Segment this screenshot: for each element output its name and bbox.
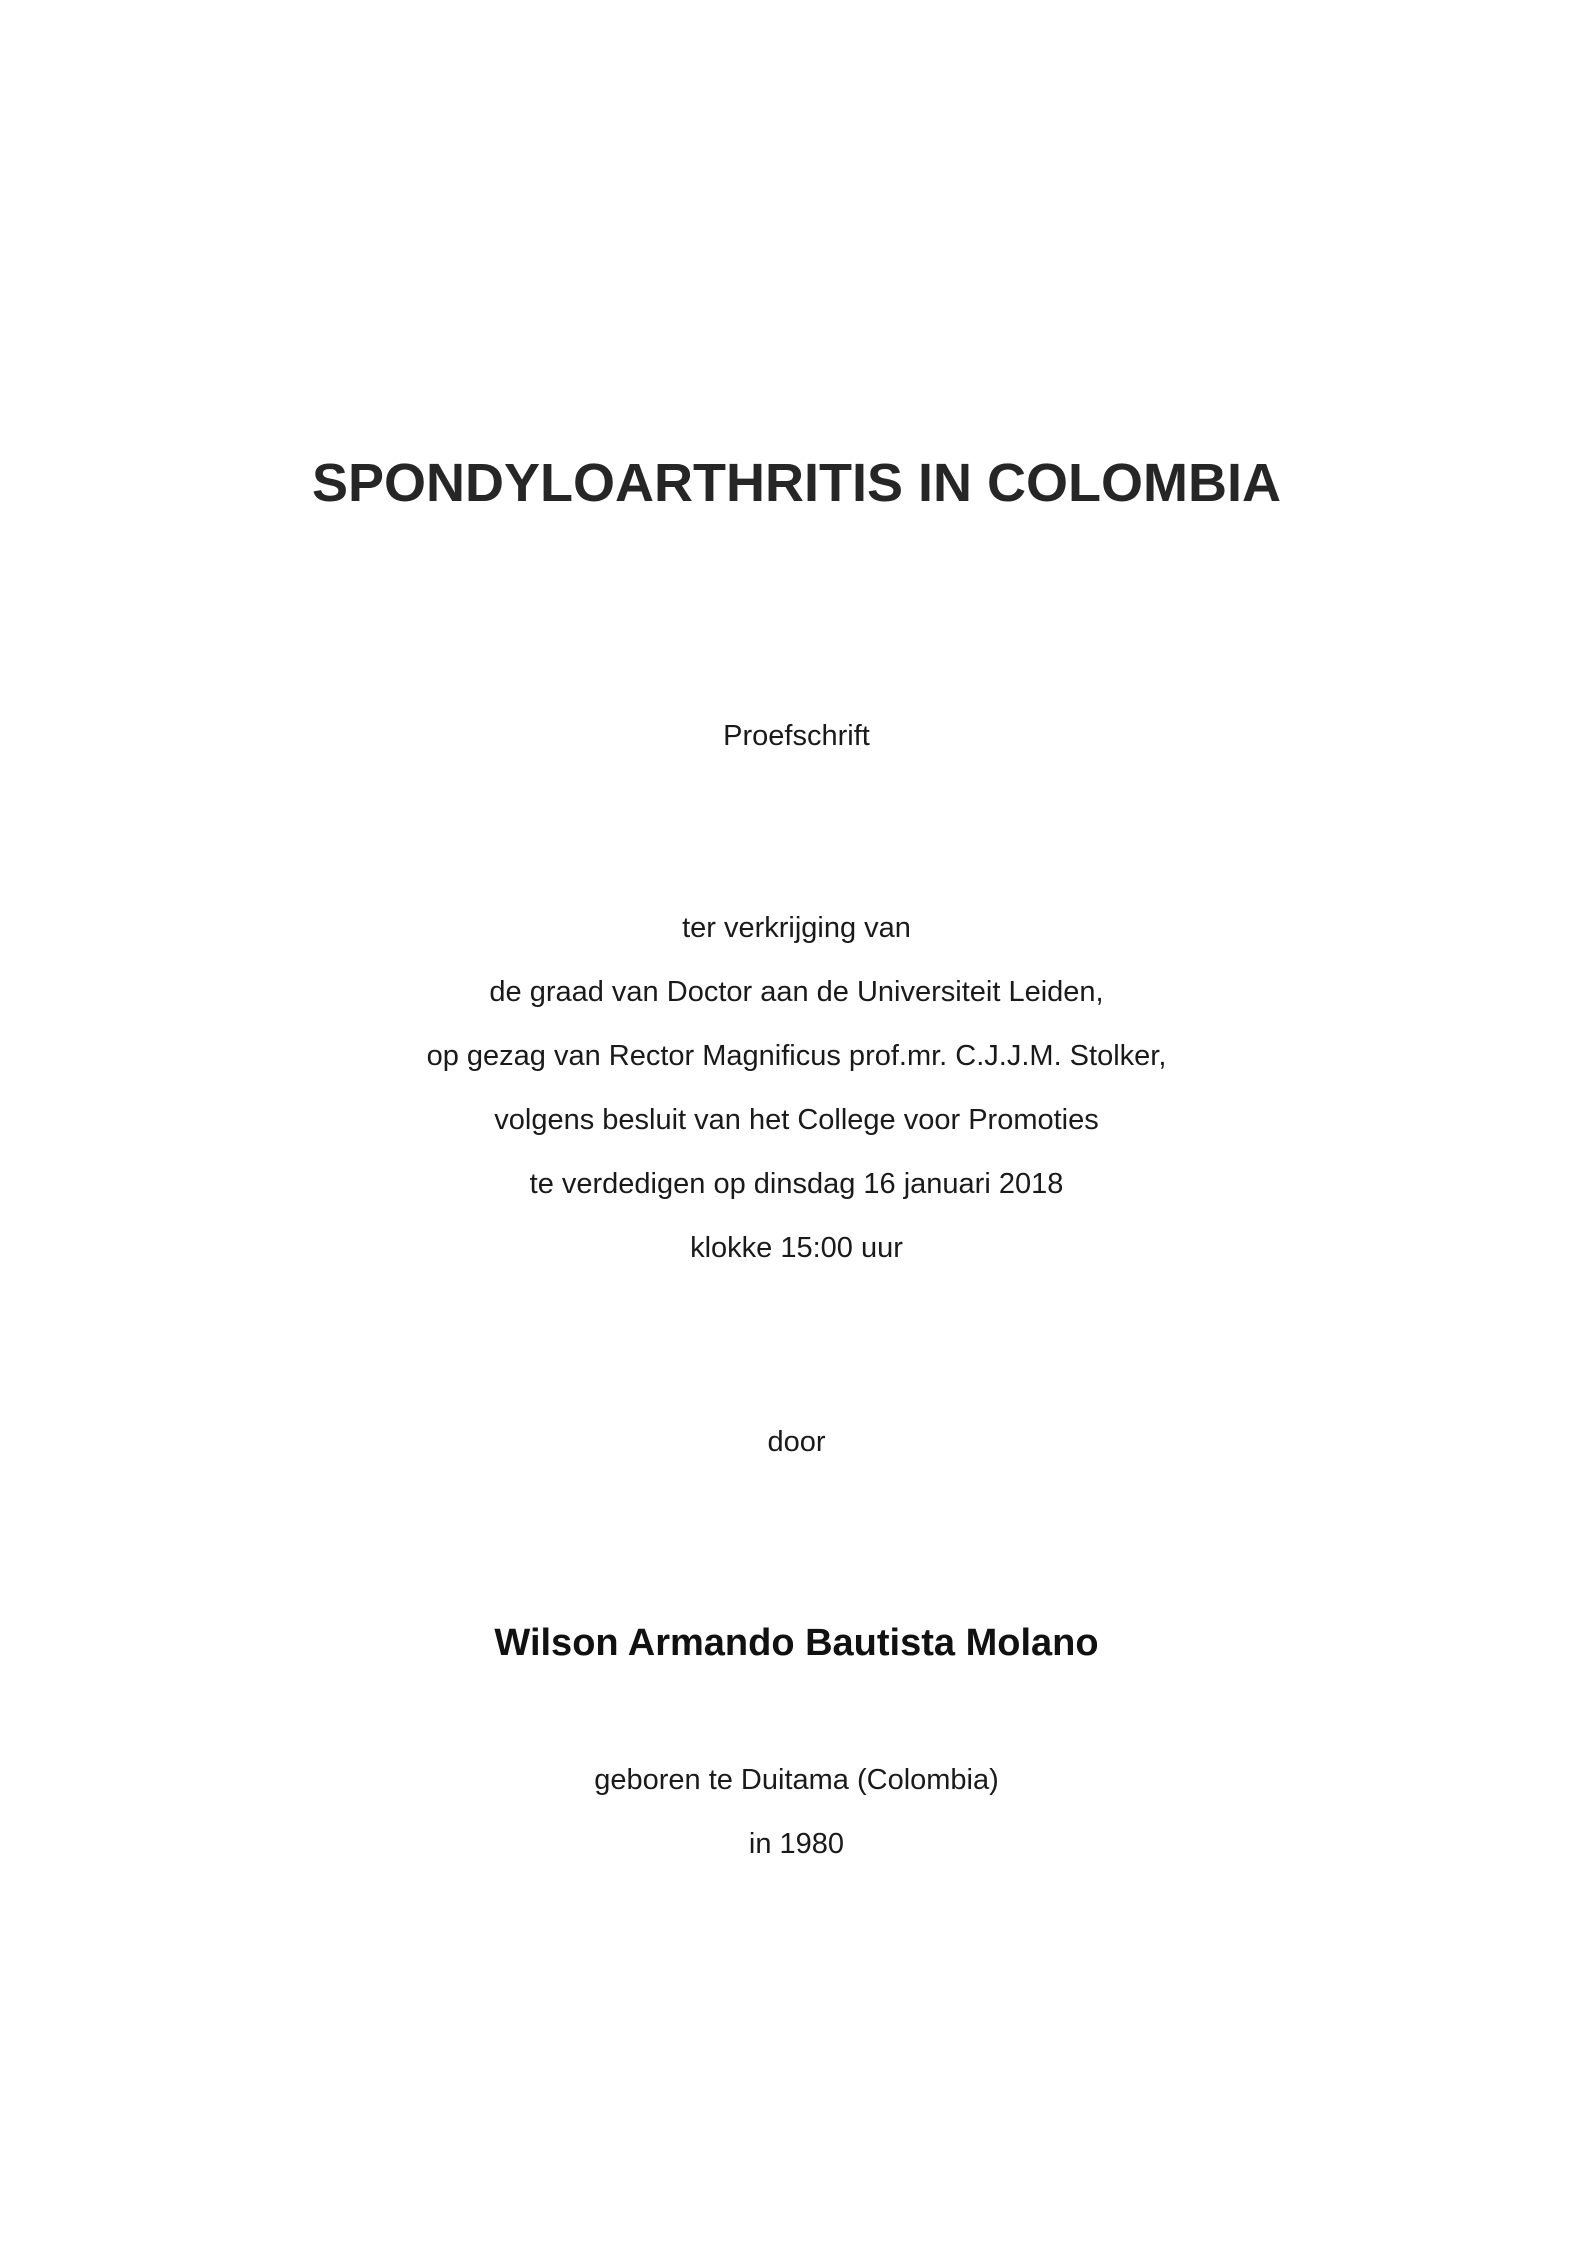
degree-line-3: op gezag van Rector Magnificus prof.mr. C.J.J.M. Stolker,: [426, 1040, 1167, 1072]
degree-line-2: de graad van Doctor aan de Universiteit Leiden,: [489, 976, 1104, 1008]
birth-place: geboren te Duitama (Colombia): [594, 1764, 999, 1796]
degree-line-6: klokke 15:00 uur: [690, 1232, 903, 1264]
thesis-title: SPONDYLOARTHRITIS IN COLOMBIA: [312, 453, 1281, 513]
by-label: door: [767, 1426, 826, 1458]
degree-line-1: ter verkrijging van: [682, 912, 911, 944]
degree-line-5: te verdedigen op dinsdag 16 januari 2018: [529, 1168, 1064, 1200]
degree-line-4: volgens besluit van het College voor Promoties: [494, 1104, 1099, 1136]
birth-year: in 1980: [748, 1828, 845, 1860]
document-type: Proefschrift: [723, 720, 870, 752]
author-name: Wilson Armando Bautista Molano: [494, 1622, 1099, 1664]
